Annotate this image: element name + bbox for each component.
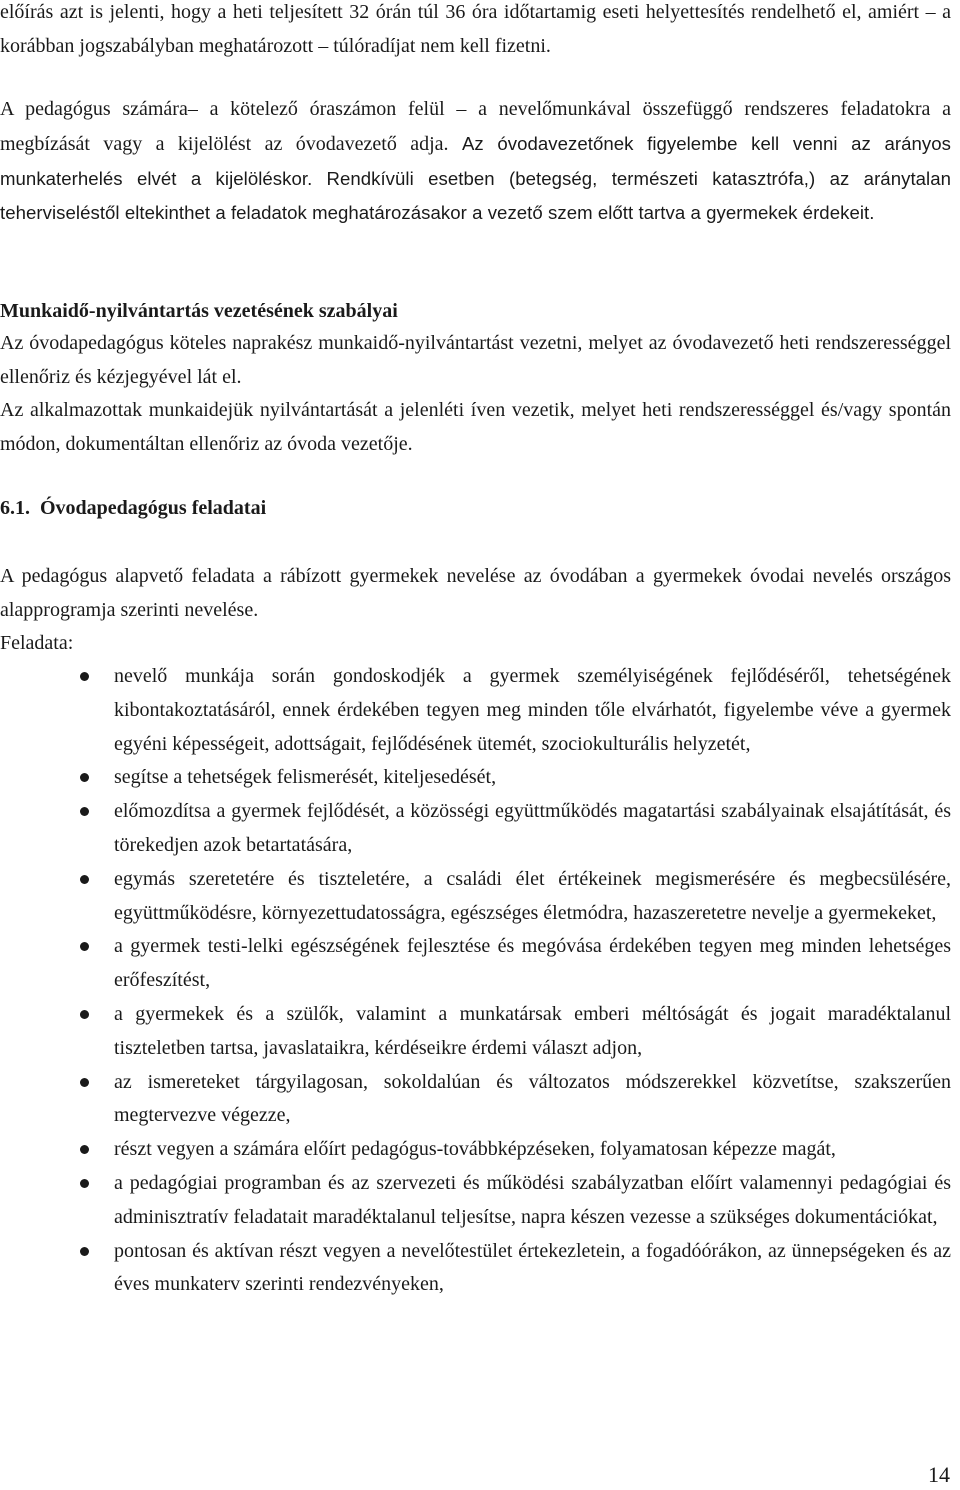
page-number: 14 xyxy=(928,1462,950,1487)
list-item-text: nevelő munkája során gondoskodjék a gyermek személyiségének fejlődéséről, tehetségének kibontakoztatásáról, ennek érdekében tegyen meg minden tőle elvárhatót, figyelembe véve a gyermek egyéni képességeit, adottságait, fejlődésének ütemét, szociokulturális helyzetét, xyxy=(114,665,951,755)
feladata-label xyxy=(0,627,951,661)
list-item xyxy=(0,998,951,1066)
section-title: Óvodapedagógus feladatai xyxy=(40,497,267,519)
list-item xyxy=(0,1133,951,1167)
list-item xyxy=(0,660,951,761)
list-item-text: egymás szeretetére és tiszteletére, a családi élet értékeinek megismerésére és megbecsülésére, együttműködésre, környezettudatosságra, egészséges életmódra, hazaszeretetre nevelje a gyermekeket, xyxy=(114,867,951,924)
paragraph-substitution xyxy=(0,0,951,64)
bullet-icon xyxy=(80,1145,89,1154)
section-heading xyxy=(0,492,266,526)
list-item-text: előmozdítsa a gyermek fejlődését, a közösségi együttműködés magatartási szabályainak elsajátítását, és törekedjen azok betartatására, xyxy=(114,800,951,856)
bullet-icon xyxy=(80,1179,89,1188)
paragraph-text: Az alkalmazottak munkaidejük nyilvántartását a jelenléti íven vezetik, melyet heti rendszerességgel és/vagy spontán módon, dokumentáltan ellenőriz az óvoda vezetője. xyxy=(0,399,951,455)
bullet-icon xyxy=(80,942,89,951)
list-item-text: részt vegyen a számára előírt pedagógus-továbbképzéseken, folyamatosan képezze magát, xyxy=(114,1138,836,1161)
paragraph-text: A pedagógus számára– a kötelező óraszámon felül – a nevelőmunkával összefüggő rendszeres feladatokra a megbízását vagy a kijelölést az óvodavezető adja. xyxy=(0,98,951,155)
list-item-text: az ismereteket tárgyilagosan, sokoldalúan és változatos módszerekkel közvetítse, szakszerűen megtervezve végezze, xyxy=(114,1070,951,1127)
bullet-icon xyxy=(80,807,89,816)
list-item-text: a gyermekek és a szülők, valamint a munkatársak emberi méltóságát és jogait maradéktalanul tiszteletben tartsa, javaslataikra, kérdéseikre érdemi választ adjon, xyxy=(114,1002,951,1059)
paragraph-text: Feladata: xyxy=(0,632,74,654)
list-item xyxy=(0,761,951,795)
bullet-icon xyxy=(80,672,89,681)
bullet-icon xyxy=(80,1010,89,1019)
paragraph-employee-records xyxy=(0,394,951,462)
list-item-text: a pedagógiai programban és az szervezeti és működési szabályzatban előírt valamennyi pedagógiai és adminisztratív feladatait maradéktalanul teljesítse, napra készen vezesse a szükséges dokumentációkat, xyxy=(114,1171,951,1228)
list-item xyxy=(0,863,951,931)
paragraph-assignment xyxy=(0,93,951,231)
paragraph-teacher-records xyxy=(0,327,951,395)
paragraph-text: előírás azt is jelenti, hogy a heti teljesített 32 órán túl 36 óra időtartamig eseti helyettesítés rendelhető el, amiért – a korábban jogszabályban meghatározott – túlóradíjat nem kell fizetni. xyxy=(0,1,951,57)
bullet-icon xyxy=(80,1247,89,1256)
list-item-text: a gyermek testi-lelki egészségének fejlesztése és megóvása érdekében tegyen meg minden lehetséges erőfeszítést, xyxy=(114,935,951,992)
bullet-icon xyxy=(80,875,89,884)
paragraph-text-sans: Az óvodavezetőnek figyelembe kell venni az arányos munkaterhelés elvét a kijelöléskor. xyxy=(0,132,952,189)
list-item xyxy=(0,795,951,863)
paragraph-text: A pedagógus alapvető feladata a rábízott gyermekek nevelése az óvodában a gyermekek óvodai nevelés országos alapprogramja szerinti nevelése. xyxy=(0,565,951,621)
paragraph-text-sans: Rendkívüli esetben (betegség, természeti katasztrófa,) az aránytalan teherviseléstől eltekinthet a feladatok meghatározásakor a vezető szem előtt tartva a gyermekek érdekeit. xyxy=(0,167,952,224)
list-item xyxy=(0,1066,951,1134)
paragraph-text: Az óvodapedagógus köteles naprakész munkaidő-nyilvántartást vezetni, melyet az óvodavezető heti rendszerességgel ellenőriz és kézjegyével lát el. xyxy=(0,332,951,388)
list-item xyxy=(0,1235,951,1303)
list-item xyxy=(0,930,951,998)
bullet-icon xyxy=(80,773,89,782)
paragraph-basic-task xyxy=(0,560,951,628)
list-item-text: pontosan és aktívan részt vegyen a nevelőtestület értekezletein, a fogadóórákon, az ünnepségeken és az éves munkaterv szerinti rendezvényeken, xyxy=(114,1239,951,1296)
section-number: 6.1. xyxy=(0,497,30,519)
task-list xyxy=(0,660,951,1302)
list-item-text: segítse a tehetségek felismerését, kiteljesedését, xyxy=(114,766,497,789)
list-item xyxy=(0,1167,951,1235)
bullet-icon xyxy=(80,1078,89,1087)
heading-working-time-records: Munkaidő-nyilvántartás vezetésének szabályai xyxy=(0,300,398,322)
